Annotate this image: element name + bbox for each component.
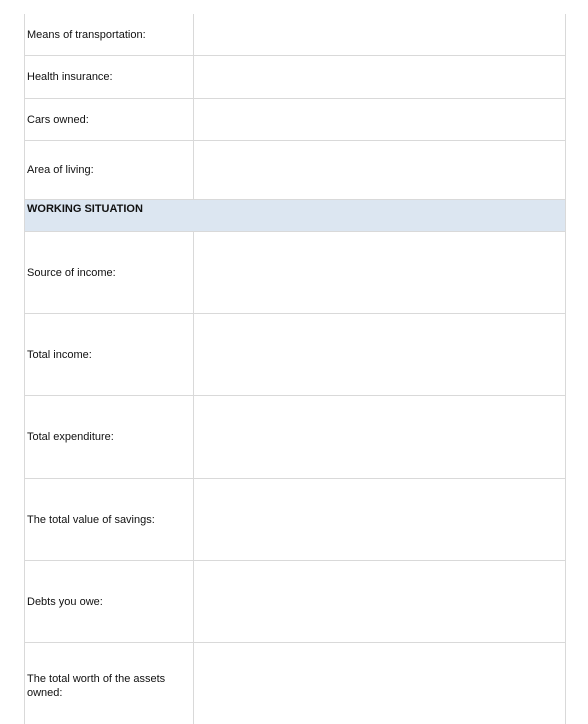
row-label: Debts you owe: <box>25 561 194 642</box>
table-row <box>25 99 565 141</box>
table-row <box>25 396 565 479</box>
total-assets-field[interactable] <box>194 643 565 724</box>
row-label: Means of transportation: <box>25 14 194 55</box>
total-income-field[interactable] <box>194 314 565 395</box>
table-row <box>25 561 565 643</box>
row-label: Total income: <box>25 314 194 395</box>
table-row <box>25 56 565 99</box>
total-expenditure-field[interactable] <box>194 396 565 478</box>
health-insurance-field[interactable] <box>194 56 565 98</box>
personal-info-table <box>24 14 566 724</box>
means-of-transportation-field[interactable] <box>194 14 565 55</box>
row-label: The total worth of the assets owned: <box>25 643 194 724</box>
row-label: Area of living: <box>25 141 194 199</box>
section-header: WORKING SITUATION <box>25 200 565 232</box>
source-of-income-field[interactable] <box>194 232 565 313</box>
table-row <box>25 232 565 314</box>
row-label: Cars owned: <box>25 99 194 140</box>
area-of-living-field[interactable] <box>194 141 565 199</box>
row-label: Health insurance: <box>25 56 194 98</box>
table-row <box>25 14 565 56</box>
row-label: Source of income: <box>25 232 194 313</box>
table-row <box>25 314 565 396</box>
table-row <box>25 141 565 200</box>
row-label: The total value of savings: <box>25 479 194 560</box>
cars-owned-field[interactable] <box>194 99 565 140</box>
debts-field[interactable] <box>194 561 565 642</box>
table-row <box>25 643 565 724</box>
row-label: Total expenditure: <box>25 396 194 478</box>
table-row <box>25 479 565 561</box>
total-savings-field[interactable] <box>194 479 565 560</box>
